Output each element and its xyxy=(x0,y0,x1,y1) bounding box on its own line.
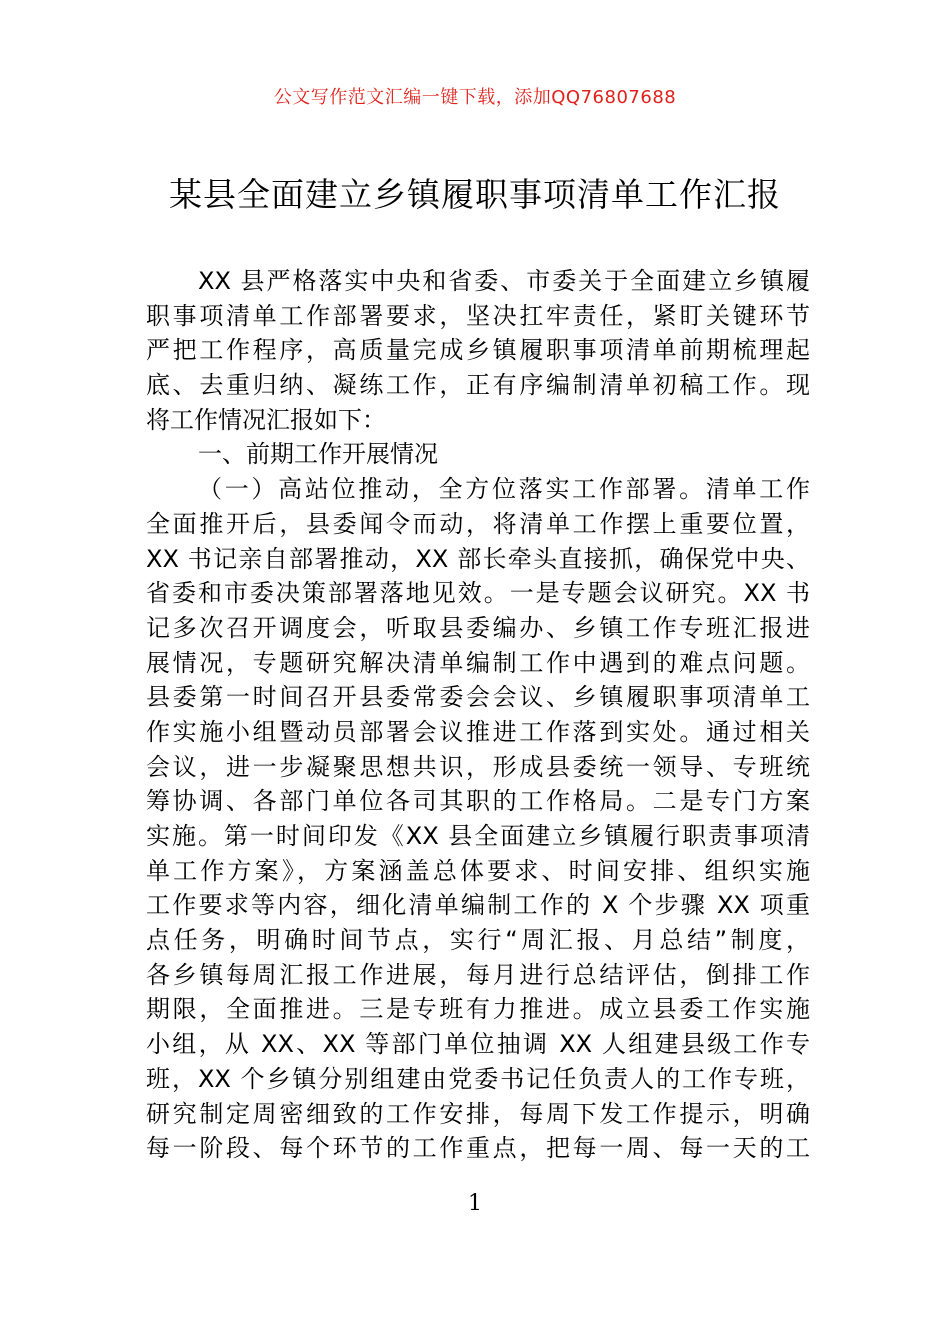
document-title: 某县全面建立乡镇履职事项清单工作汇报 xyxy=(169,175,781,214)
body-line: 班，XX 个乡镇分别组建由党委书记任负责人的工作专班， xyxy=(146,1064,810,1093)
body-line: 点任务，明确时间节点，实行“周汇报、月总结”制度， xyxy=(146,926,810,955)
body-line: XX 书记亲自部署推动，XX 部长牵头直接抓，确保党中央、 xyxy=(146,544,810,573)
body-line: 小组，从 XX、XX 等部门单位抽调 XX 人组建县级工作专 xyxy=(146,1030,810,1059)
body-line: （一）高站位推动，全方位落实工作部署。清单工作 xyxy=(198,475,810,504)
body-line: 底、去重归纳、凝练工作，正有序编制清单初稿工作。现 xyxy=(146,371,810,400)
document-body xyxy=(146,264,810,1166)
body-line: 县委第一时间召开县委常委会会议、乡镇履职事项清单工 xyxy=(146,683,810,712)
body-line: 实施。第一时间印发《XX 县全面建立乡镇履行职责事项清 xyxy=(146,822,810,850)
body-line: 筹协调、各部门单位各司其职的工作格局。二是专门方案 xyxy=(146,787,810,816)
body-line: 全面推开后，县委闻令而动，将清单工作摆上重要位置， xyxy=(146,509,810,538)
download-promo-note: 公文写作范文汇编一键下载，添加QQ76807688 xyxy=(273,87,677,108)
page-number: 1 xyxy=(468,1191,482,1216)
body-line: 研究制定周密细致的工作安排，每周下发工作提示，明确 xyxy=(146,1099,810,1128)
body-line: 严把工作程序，高质量完成乡镇履职事项清单前期梳理起 xyxy=(146,336,810,365)
body-line: 记多次召开调度会，听取县委编办、乡镇工作专班汇报进 xyxy=(146,613,810,642)
body-line: 省委和市委决策部署落地见效。一是专题会议研究。XX 书 xyxy=(146,579,810,608)
body-line: 职事项清单工作部署要求，坚决扛牢责任，紧盯关键环节 xyxy=(146,301,810,330)
body-line: 作实施小组暨动员部署会议推进工作落到实处。通过相关 xyxy=(146,717,810,746)
body-line: 工作要求等内容，细化清单编制工作的 X 个步骤 XX 项重 xyxy=(146,891,810,920)
body-line: 展情况，专题研究解决清单编制工作中遇到的难点问题。 xyxy=(146,648,810,677)
body-line: 单工作方案》，方案涵盖总体要求、时间安排、组织实施 xyxy=(146,856,810,885)
body-line: 期限，全面推进。三是专班有力推进。成立县委工作实施 xyxy=(146,995,810,1024)
body-line: 会议，进一步凝聚思想共识，形成县委统一领导、专班统 xyxy=(146,752,810,781)
body-line: 各乡镇每周汇报工作进展，每月进行总结评估，倒排工作 xyxy=(146,960,810,989)
body-line: 将工作情况汇报如下： xyxy=(146,405,386,434)
body-line: XX 县严格落实中央和省委、市委关于全面建立乡镇履 xyxy=(198,267,810,295)
body-line: 每一阶段、每个环节的工作重点，把每一周、每一天的工 xyxy=(146,1134,810,1163)
section-heading: 一、前期工作开展情况 xyxy=(198,440,438,469)
